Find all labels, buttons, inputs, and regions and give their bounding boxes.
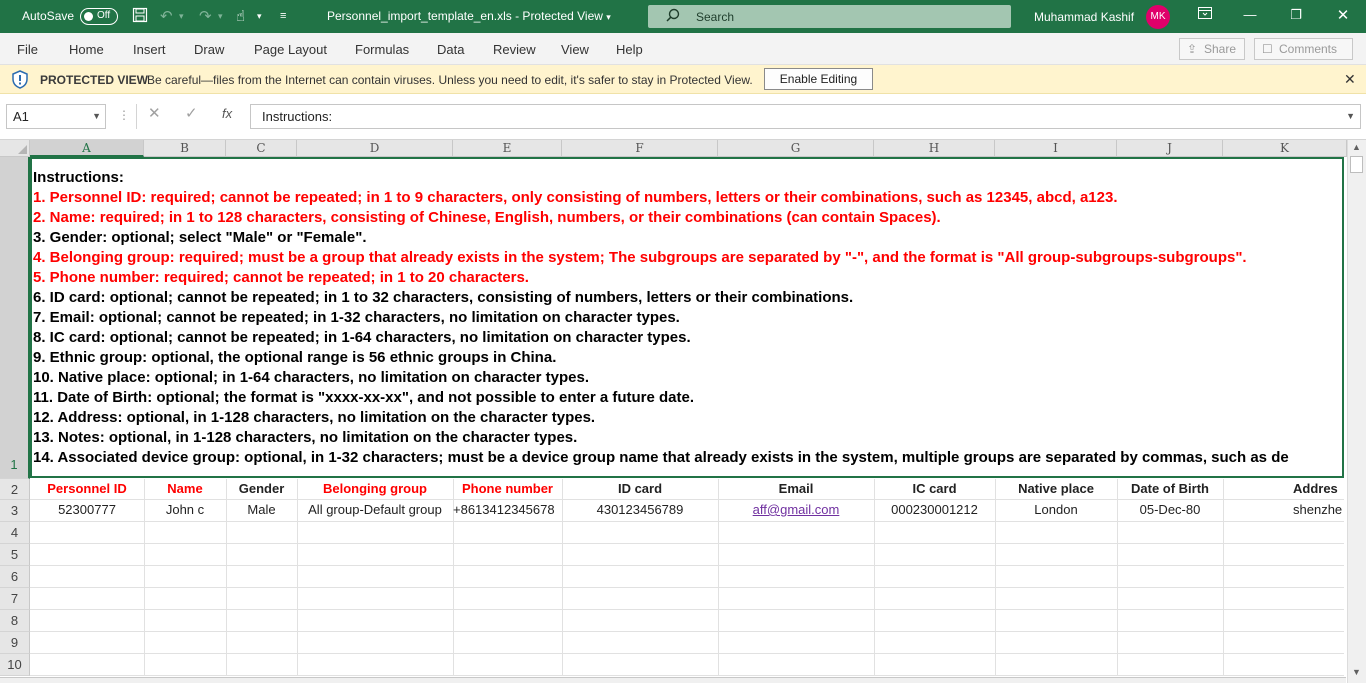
instruction-line: 14. Associated device group: optional, in 1-32 characters; must be a device group name that already exists in the system, multiple groups are separated by commas, such as de [33,449,1289,466]
share-label: Share [1204,42,1237,56]
cell-address[interactable]: shenzhe [1293,502,1343,517]
autosave-state: Off [97,10,111,21]
menu-draw[interactable]: Draw [194,42,225,57]
menu-formulas[interactable]: Formulas [355,42,410,57]
formula-input-value: Instructions: [262,109,333,124]
gridline [30,631,1344,632]
protected-view-message: Be careful—files from the Internet can contain viruses. Unless you need to edit, it's safer to stay in Protected View. [147,73,753,87]
column-header-g[interactable]: G [718,140,874,157]
insert-function-icon[interactable]: fx [222,106,233,121]
touch-mode-icon[interactable]: ☝ [236,8,246,25]
redo-icon[interactable]: ↷ [199,8,212,25]
row-header-4[interactable]: 4 [0,522,30,544]
column-header-j[interactable]: J [1117,140,1223,157]
protected-view-bar [0,65,1366,94]
menu-home[interactable]: Home [69,42,104,57]
gridline [30,543,1344,544]
file-title [327,9,611,23]
sheet-tab-bar [0,677,1346,683]
enable-editing-button[interactable]: Enable Editing [764,68,873,90]
cancel-icon[interactable]: ✕ [148,105,161,122]
menu-data[interactable]: Data [437,42,465,57]
divider [136,104,137,129]
menu-review[interactable]: Review [493,42,536,57]
scroll-up-icon[interactable]: ▲ [1352,142,1361,152]
search-box[interactable] [648,5,1011,28]
column-header-f[interactable]: F [562,140,718,157]
cell-phone-number[interactable]: +8613412345678 [453,502,555,517]
column-header-i[interactable]: I [995,140,1117,157]
column-header-a[interactable]: A [30,140,144,157]
vertical-scrollbar[interactable] [1347,140,1366,683]
cell-gender[interactable]: Male [247,502,276,517]
formula-bar [0,94,1366,140]
close-window-icon[interactable]: ✕ [1336,7,1350,24]
chevron-down-icon[interactable]: ▼ [92,111,101,121]
file-title-text: Personnel_import_template_en.xls - Protected View [327,9,603,23]
cell-native-place[interactable]: London [1034,502,1078,517]
header-gender[interactable]: Gender [238,481,285,496]
ribbon-display-options-icon[interactable] [1195,7,1215,22]
name-box[interactable] [6,104,106,129]
instruction-line: 1. Personnel ID: required; cannot be repeated; in 1 to 9 characters, only consisting of numbers, letters or their combinations, such as 12345, abcd, a123. [33,189,1118,206]
undo-dropdown-icon[interactable]: ▾ [179,11,184,21]
header-native-place[interactable]: Native place [1018,481,1094,496]
gridline [30,675,1344,676]
shield-icon [11,70,29,89]
header-name[interactable]: Name [167,481,203,496]
menu-insert[interactable]: Insert [133,42,166,57]
instruction-line: 13. Notes: optional, in 1-128 characters, no limitation on the character types. [33,429,578,446]
ribbon-tabs [0,33,1366,65]
instruction-line: 11. Date of Birth: optional; the format is "xxxx-xx-xx", and not possible to enter a future date. [33,389,695,406]
name-box-value: A1 [13,109,29,124]
customize-qat-icon[interactable]: ≡ [280,10,287,22]
touch-dropdown-icon[interactable]: ▾ [257,11,262,21]
column-header-b[interactable]: B [144,140,226,157]
cell-email-link[interactable]: aff@gmail.com [752,502,840,517]
search-icon [666,8,680,25]
row-header-10[interactable]: 10 [0,654,30,676]
autosave-label: AutoSave [22,9,75,23]
column-header-e[interactable]: E [453,140,562,157]
scrollbar-thumb[interactable] [1350,156,1363,173]
row-header-9[interactable]: 9 [0,632,30,654]
menu-file[interactable]: File [17,42,38,57]
header-phone-number[interactable]: Phone number [461,481,553,496]
search-placeholder: Search [696,10,735,24]
instruction-line: Instructions: [33,169,124,186]
title-dropdown-icon[interactable]: ▾ [606,12,611,22]
header-date-of-birth[interactable]: Date of Birth [1131,481,1209,496]
instruction-line: 4. Belonging group: required; must be a group that already exists in the system; The subgroups are separated by "-", and the format is "All group-subgroups-subgroups". [33,249,1247,266]
formula-input[interactable] [250,104,1361,129]
instruction-line: 2. Name: required; in 1 to 128 characters, consisting of Chinese, English, numbers, or their combinations (can contain Spaces). [33,209,941,226]
cell-date-of-birth[interactable]: 05-Dec-80 [1139,502,1201,517]
menu-help[interactable]: Help [616,42,643,57]
scroll-down-icon[interactable]: ▼ [1352,667,1361,677]
protected-view-title: PROTECTED VIEW [40,73,149,87]
instruction-line: 9. Ethnic group: optional, the optional range is 56 ethnic groups in China. [33,349,557,366]
enter-icon[interactable]: ✓ [185,105,198,122]
close-icon[interactable]: ✕ [1344,71,1356,87]
avatar[interactable]: MK [1146,5,1170,29]
autosave-toggle[interactable] [80,8,118,25]
toggle-knob [84,12,93,21]
title-bar [0,0,1366,33]
save-icon[interactable] [132,7,148,27]
resize-handle-icon[interactable]: ⋮ [118,108,130,122]
header-personnel-id[interactable]: Personnel ID [47,481,127,496]
header-belonging-group[interactable]: Belonging group [323,481,427,496]
redo-dropdown-icon[interactable]: ▾ [218,11,223,21]
expand-formula-bar-icon[interactable]: ▼ [1346,111,1355,121]
gridline [30,609,1344,610]
row-header-5[interactable]: 5 [0,544,30,566]
select-all-button[interactable] [0,140,30,157]
instruction-line: 5. Phone number: required; cannot be repeated; in 1 to 20 characters. [33,269,529,286]
minimize-icon[interactable]: — [1243,7,1257,22]
column-header-c[interactable]: C [226,140,297,157]
gridline [30,565,1344,566]
instructions-cell[interactable] [30,157,1344,478]
row-header-2[interactable]: 2 [0,479,30,500]
share-icon: ⇪ [1187,42,1198,56]
gridline [30,587,1344,588]
comments-button[interactable] [1254,38,1353,60]
header-address[interactable]: Addres [1293,481,1338,496]
column-header-h[interactable]: H [874,140,995,157]
cell-name[interactable]: John c [165,502,205,517]
comment-icon: ☐ [1262,42,1273,56]
instruction-line: 6. ID card: optional; cannot be repeated; in 1 to 32 characters, consisting of numbers, letters or their combinations. [33,289,854,306]
gridline [30,653,1344,654]
column-header-d[interactable]: D [297,140,453,157]
user-name[interactable]: Muhammad Kashif [1034,10,1135,24]
instruction-line: 7. Email: optional; cannot be repeated; in 1-32 characters, no limitation on character types. [33,309,680,326]
row-header-1[interactable]: 1 [0,157,30,479]
cell-personnel-id[interactable]: 52300777 [58,502,116,517]
header-id-card[interactable]: ID card [617,481,663,496]
instruction-line: 3. Gender: optional; select "Male" or "Female". [33,229,367,246]
gridline [30,521,1344,522]
menu-view[interactable]: View [561,42,589,57]
cell-id-card[interactable]: 430123456789 [596,502,684,517]
cell-ic-card[interactable]: 000230001212 [891,502,978,517]
instruction-line: 10. Native place: optional; in 1-64 characters, no limitation on character types. [33,369,590,386]
comments-label: Comments [1279,42,1338,56]
row-header-3[interactable]: 3 [0,500,30,522]
spreadsheet-grid [0,140,1366,683]
header-email[interactable]: Email [778,481,814,496]
row-header-7[interactable]: 7 [0,588,30,610]
restore-icon[interactable]: ❐ [1290,7,1302,22]
share-button[interactable] [1179,38,1245,60]
column-header-k[interactable]: K [1223,140,1347,157]
menu-page-layout[interactable]: Page Layout [254,42,328,57]
instruction-line: 12. Address: optional, in 1-128 characters, no limitation on the character types. [33,409,596,426]
row-header-8[interactable]: 8 [0,610,30,632]
cell-belonging-group[interactable]: All group-Default group [308,502,442,517]
undo-icon[interactable]: ↶ [160,8,173,25]
row-header-6[interactable]: 6 [0,566,30,588]
instruction-line: 8. IC card: optional; cannot be repeated; in 1-64 characters, no limitation on character types. [33,329,691,346]
header-ic-card[interactable]: IC card [912,481,957,496]
